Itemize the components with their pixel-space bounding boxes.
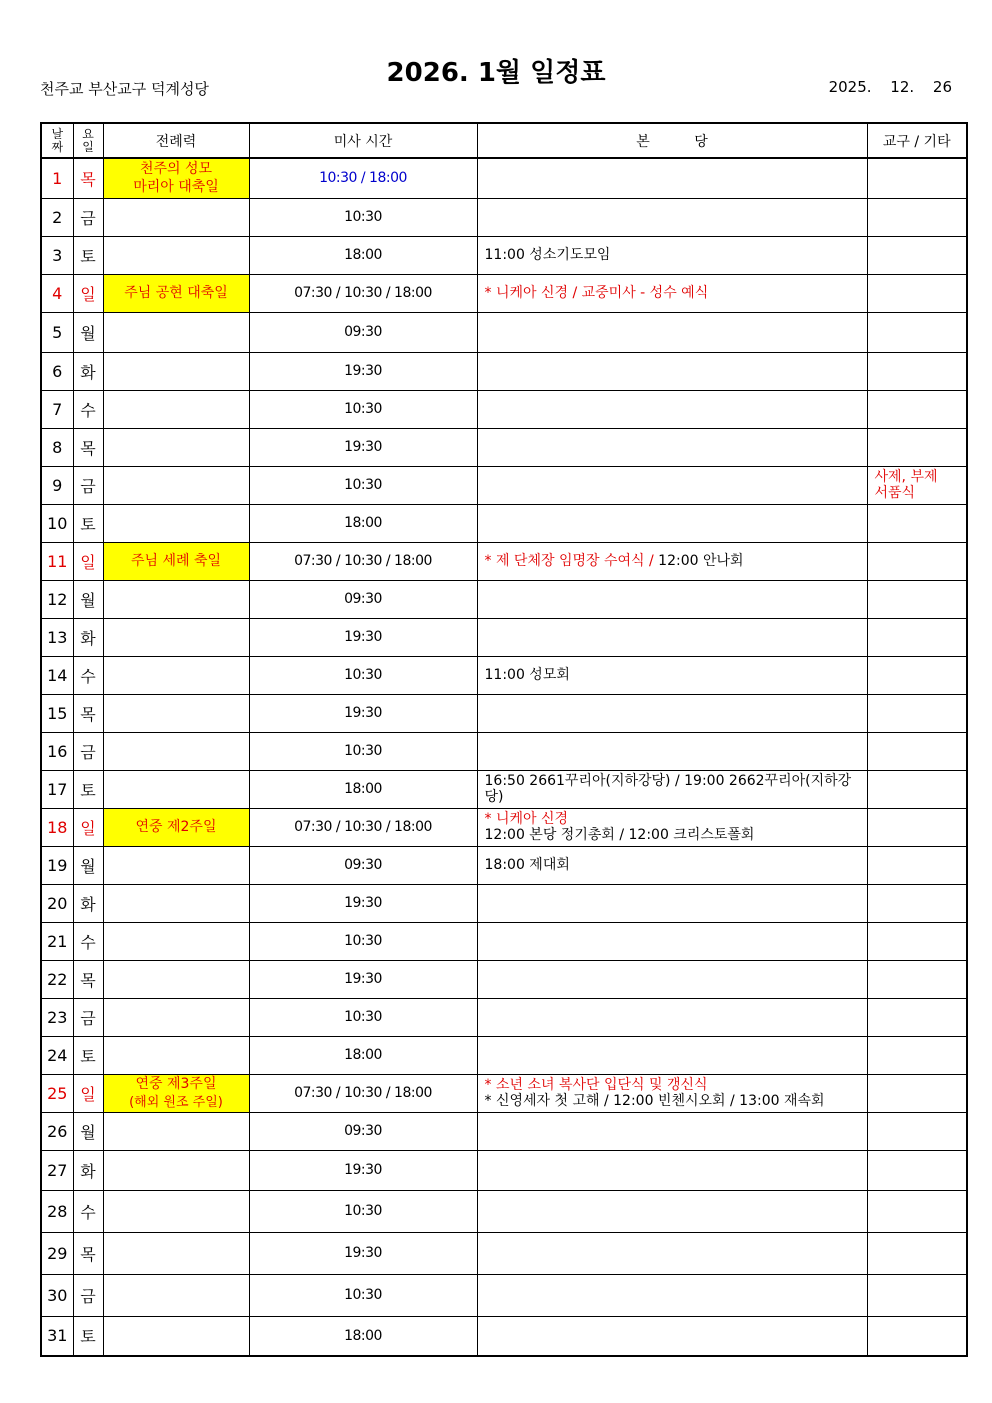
weekday-cell: 수 (73, 390, 103, 428)
diocese-other-cell (867, 884, 967, 922)
feast-cell (103, 694, 249, 732)
schedule-table (40, 122, 968, 1357)
parish-events-cell (477, 618, 867, 656)
weekday-cell: 일 (73, 808, 103, 846)
table-row (41, 466, 967, 504)
feast-cell (103, 960, 249, 998)
weekday-cell: 화 (73, 618, 103, 656)
day-cell: 31 (41, 1316, 73, 1356)
mass-time-cell: 19:30 (249, 694, 477, 732)
table-row (41, 808, 967, 846)
parish-events-cell (477, 390, 867, 428)
diocese-other-cell (867, 198, 967, 236)
day-cell: 9 (41, 466, 73, 504)
parish-events-cell (477, 960, 867, 998)
mass-time-cell: 19:30 (249, 428, 477, 466)
day-cell: 4 (41, 274, 73, 312)
weekday-cell: 토 (73, 1316, 103, 1356)
feast-cell (103, 1036, 249, 1074)
weekday-cell: 금 (73, 466, 103, 504)
mass-time-cell: 19:30 (249, 1232, 477, 1274)
mass-time-cell: 07:30 / 10:30 / 18:00 (249, 808, 477, 846)
mass-time-cell: 10:30 / 18:00 (249, 158, 477, 198)
weekday-cell: 월 (73, 312, 103, 352)
feast-cell: 주님 세례 축일 (103, 542, 249, 580)
feast-cell (103, 390, 249, 428)
weekday-cell: 화 (73, 352, 103, 390)
diocese-other-cell (867, 1150, 967, 1190)
feast-cell (103, 1190, 249, 1232)
mass-time-cell: 10:30 (249, 732, 477, 770)
day-cell: 6 (41, 352, 73, 390)
feast-cell (103, 770, 249, 808)
mass-time-cell: 19:30 (249, 884, 477, 922)
feast-cell (103, 352, 249, 390)
diocese-other-cell (867, 1274, 967, 1316)
day-cell: 13 (41, 618, 73, 656)
day-cell: 10 (41, 504, 73, 542)
parish-events-cell (477, 312, 867, 352)
day-cell: 27 (41, 1150, 73, 1190)
feast-cell: 연중 제3주일 (해외 원조 주일) (103, 1074, 249, 1112)
weekday-cell: 화 (73, 884, 103, 922)
day-cell: 29 (41, 1232, 73, 1274)
day-cell: 20 (41, 884, 73, 922)
weekday-cell: 목 (73, 694, 103, 732)
table-row (41, 998, 967, 1036)
table-row (41, 1036, 967, 1074)
parish-events-cell (477, 922, 867, 960)
weekday-cell: 일 (73, 274, 103, 312)
day-cell: 8 (41, 428, 73, 466)
mass-time-cell: 10:30 (249, 466, 477, 504)
day-cell: 3 (41, 236, 73, 274)
feast-cell (103, 198, 249, 236)
weekday-cell: 토 (73, 770, 103, 808)
weekday-cell: 금 (73, 998, 103, 1036)
table-row (41, 198, 967, 236)
feast-cell: 연중 제2주일 (103, 808, 249, 846)
table-row (41, 846, 967, 884)
mass-time-cell: 19:30 (249, 352, 477, 390)
col-header-main: 본 당 (477, 123, 867, 158)
table-row (41, 1190, 967, 1232)
day-cell: 2 (41, 198, 73, 236)
mass-time-cell: 10:30 (249, 198, 477, 236)
mass-time-cell: 09:30 (249, 312, 477, 352)
weekday-cell: 금 (73, 198, 103, 236)
day-cell: 25 (41, 1074, 73, 1112)
feast-cell (103, 846, 249, 884)
parish-events-cell: 11:00 성모회 (477, 656, 867, 694)
diocese-other-cell (867, 960, 967, 998)
diocese-other-cell (867, 390, 967, 428)
table-row (41, 428, 967, 466)
weekday-cell: 목 (73, 960, 103, 998)
day-cell: 23 (41, 998, 73, 1036)
table-row (41, 960, 967, 998)
diocese-other-cell (867, 1316, 967, 1356)
weekday-cell: 수 (73, 656, 103, 694)
day-cell: 19 (41, 846, 73, 884)
diocese-other-cell (867, 1112, 967, 1150)
issue-date: 2025. 12. 26 (828, 78, 952, 96)
parish-events-cell (477, 428, 867, 466)
day-cell: 11 (41, 542, 73, 580)
feast-cell (103, 1112, 249, 1150)
mass-time-cell: 18:00 (249, 1316, 477, 1356)
parish-events-cell: * 제 단체장 임명장 수여식 / 12:00 안나회 (477, 542, 867, 580)
diocese-other-cell (867, 504, 967, 542)
table-row (41, 618, 967, 656)
day-cell: 15 (41, 694, 73, 732)
day-cell: 28 (41, 1190, 73, 1232)
diocese-other-cell (867, 1232, 967, 1274)
feast-cell (103, 312, 249, 352)
diocese-other-cell (867, 158, 967, 198)
feast-cell (103, 922, 249, 960)
mass-time-cell: 19:30 (249, 960, 477, 998)
col-header-day: 날 짜 (41, 123, 73, 158)
weekday-cell: 토 (73, 504, 103, 542)
parish-events-cell (477, 198, 867, 236)
day-cell: 18 (41, 808, 73, 846)
parish-events-cell (477, 580, 867, 618)
col-header-dow: 요 일 (73, 123, 103, 158)
diocese-other-cell (867, 846, 967, 884)
table-row (41, 390, 967, 428)
feast-cell: 천주의 성모 마리아 대축일 (103, 158, 249, 198)
feast-cell (103, 998, 249, 1036)
mass-time-cell: 19:30 (249, 618, 477, 656)
weekday-cell: 목 (73, 1232, 103, 1274)
table-row (41, 542, 967, 580)
weekday-cell: 월 (73, 580, 103, 618)
day-cell: 16 (41, 732, 73, 770)
day-cell: 17 (41, 770, 73, 808)
parish-events-cell (477, 158, 867, 198)
table-row (41, 352, 967, 390)
col-header-etc: 교구 / 기타 (867, 123, 967, 158)
parish-events-cell (477, 694, 867, 732)
diocese-other-cell (867, 1190, 967, 1232)
weekday-cell: 수 (73, 922, 103, 960)
parish-events-cell (477, 1316, 867, 1356)
feast-cell (103, 1150, 249, 1190)
mass-time-cell: 10:30 (249, 922, 477, 960)
diocese-other-cell (867, 770, 967, 808)
weekday-cell: 화 (73, 1150, 103, 1190)
weekday-cell: 일 (73, 1074, 103, 1112)
parish-events-cell (477, 1036, 867, 1074)
table-row (41, 274, 967, 312)
mass-time-cell: 10:30 (249, 390, 477, 428)
day-cell: 26 (41, 1112, 73, 1150)
day-cell: 5 (41, 312, 73, 352)
mass-time-cell: 09:30 (249, 1112, 477, 1150)
feast-cell (103, 1316, 249, 1356)
feast-cell (103, 466, 249, 504)
feast-cell (103, 656, 249, 694)
col-header-mass: 미사 시간 (249, 123, 477, 158)
day-cell: 1 (41, 158, 73, 198)
diocese-other-cell (867, 428, 967, 466)
table-row (41, 1316, 967, 1356)
parish-events-cell (477, 1190, 867, 1232)
header-row (41, 123, 967, 158)
day-cell: 12 (41, 580, 73, 618)
page-title: 2026. 1월 일정표 (386, 58, 606, 88)
weekday-cell: 수 (73, 1190, 103, 1232)
mass-time-cell: 10:30 (249, 1190, 477, 1232)
feast-cell (103, 428, 249, 466)
diocese-other-cell (867, 998, 967, 1036)
weekday-cell: 월 (73, 846, 103, 884)
parish-events-cell (477, 998, 867, 1036)
feast-cell (103, 580, 249, 618)
table-row (41, 504, 967, 542)
diocese-other-cell (867, 922, 967, 960)
diocese-other-cell (867, 580, 967, 618)
mass-time-cell: 18:00 (249, 1036, 477, 1074)
day-cell: 30 (41, 1274, 73, 1316)
diocese-other-cell (867, 542, 967, 580)
table-row (41, 1074, 967, 1112)
feast-cell (103, 884, 249, 922)
parish-events-cell (477, 1232, 867, 1274)
mass-time-cell: 19:30 (249, 1150, 477, 1190)
mass-time-cell: 18:00 (249, 504, 477, 542)
weekday-cell: 금 (73, 1274, 103, 1316)
mass-time-cell: 09:30 (249, 580, 477, 618)
weekday-cell: 금 (73, 732, 103, 770)
weekday-cell: 목 (73, 158, 103, 198)
weekday-cell: 토 (73, 236, 103, 274)
parish-events-cell: * 소년 소녀 복사단 입단식 및 갱신식 * 신영세자 첫 고해 / 12:00 빈첸시오회 / 13:00 재속회 (477, 1074, 867, 1112)
parish-events-cell (477, 732, 867, 770)
feast-cell (103, 1274, 249, 1316)
mass-time-cell: 18:00 (249, 770, 477, 808)
mass-time-cell: 18:00 (249, 236, 477, 274)
diocese-other-cell (867, 312, 967, 352)
mass-time-cell: 07:30 / 10:30 / 18:00 (249, 1074, 477, 1112)
parish-events-cell (477, 1150, 867, 1190)
parish-events-cell (477, 466, 867, 504)
table-row (41, 694, 967, 732)
diocese-other-cell (867, 656, 967, 694)
diocese-other-cell (867, 808, 967, 846)
feast-cell: 주님 공현 대축일 (103, 274, 249, 312)
col-header-feast: 전례력 (103, 123, 249, 158)
table-row (41, 312, 967, 352)
parish-events-cell: 11:00 성소기도모임 (477, 236, 867, 274)
table-row (41, 884, 967, 922)
table-row (41, 732, 967, 770)
mass-time-cell: 10:30 (249, 1274, 477, 1316)
day-cell: 14 (41, 656, 73, 694)
parish-events-cell (477, 352, 867, 390)
table-row (41, 1274, 967, 1316)
diocese-other-cell (867, 1074, 967, 1112)
mass-time-cell: 07:30 / 10:30 / 18:00 (249, 542, 477, 580)
parish-name: 천주교 부산교구 덕계성당 (40, 80, 209, 98)
table-row (41, 1112, 967, 1150)
diocese-other-cell (867, 352, 967, 390)
feast-cell (103, 618, 249, 656)
table-row (41, 1150, 967, 1190)
mass-time-cell: 10:30 (249, 656, 477, 694)
parish-events-cell: * 니케아 신경 12:00 본당 정기총회 / 12:00 크리스토폴회 (477, 808, 867, 846)
parish-events-cell (477, 1112, 867, 1150)
feast-cell (103, 504, 249, 542)
table-row (41, 158, 967, 198)
feast-cell (103, 236, 249, 274)
diocese-other-cell (867, 274, 967, 312)
parish-events-cell: * 니케아 신경 / 교중미사 - 성수 예식 (477, 274, 867, 312)
feast-cell (103, 732, 249, 770)
diocese-other-cell (867, 618, 967, 656)
weekday-cell: 월 (73, 1112, 103, 1150)
diocese-other-cell: 사제, 부제 서품식 (867, 466, 967, 504)
day-cell: 7 (41, 390, 73, 428)
diocese-other-cell (867, 732, 967, 770)
mass-time-cell: 09:30 (249, 846, 477, 884)
feast-cell (103, 1232, 249, 1274)
diocese-other-cell (867, 694, 967, 732)
parish-events-cell: 16:50 2661꾸리아(지하강당) / 19:00 2662꾸리아(지하강당) (477, 770, 867, 808)
table-row (41, 770, 967, 808)
table-row (41, 922, 967, 960)
weekday-cell: 토 (73, 1036, 103, 1074)
mass-time-cell: 07:30 / 10:30 / 18:00 (249, 274, 477, 312)
table-row (41, 580, 967, 618)
parish-events-cell (477, 884, 867, 922)
parish-events-cell: 18:00 제대회 (477, 846, 867, 884)
day-cell: 24 (41, 1036, 73, 1074)
weekday-cell: 목 (73, 428, 103, 466)
diocese-other-cell (867, 1036, 967, 1074)
mass-time-cell: 10:30 (249, 998, 477, 1036)
table-row (41, 236, 967, 274)
table-row (41, 1232, 967, 1274)
diocese-other-cell (867, 236, 967, 274)
day-cell: 21 (41, 922, 73, 960)
table-row (41, 656, 967, 694)
parish-events-cell (477, 1274, 867, 1316)
weekday-cell: 일 (73, 542, 103, 580)
day-cell: 22 (41, 960, 73, 998)
parish-events-cell (477, 504, 867, 542)
